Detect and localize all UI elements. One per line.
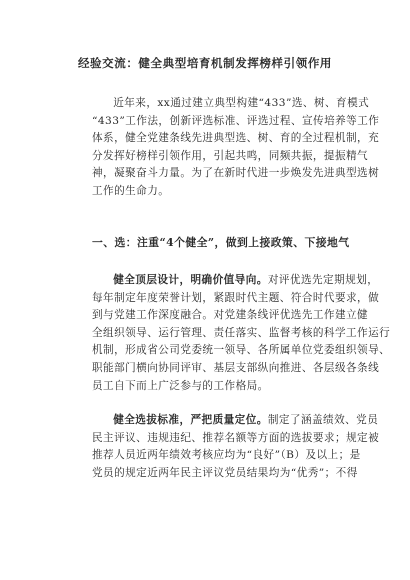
paragraph-line: 每年制定年度荣誉计划，紧跟时代主题、符合时代要求，做 <box>92 291 380 304</box>
intro-paragraph <box>92 95 380 201</box>
intro-line: 分发挥好榜样引领作用，引起共鸣，同频共振，提振精气 <box>92 149 369 162</box>
paragraph-first-line <box>92 412 379 430</box>
intro-line: 神，凝聚奋斗力量。为了在新时代进一步焕发先进典型选树 <box>92 167 380 180</box>
paragraph-first-rest: 制定了涵盖绩效、党员 <box>267 414 379 426</box>
paragraph-line: 机制，形成省公司党委统一领导、各所属单位党委组织领导、 <box>92 344 391 357</box>
document-title: 经验交流：健全典型培育机制发挥榜样引领作用 <box>77 56 333 70</box>
section-paragraph-selection-standard <box>92 412 380 482</box>
intro-line: 体系，健全党建条线先进典型选、树、育的全过程机制，充 <box>92 132 380 145</box>
paragraph-line: 到与党建工作深度融合。对党建条线评优选先工作建立健 <box>92 309 369 322</box>
section-heading: 一、选：注重“4个健全”，做到上接政策、下接地气 <box>92 236 350 249</box>
paragraph-lead: 健全顶层设计，明确价值导向。 <box>113 274 268 286</box>
section-paragraph-top-level-design <box>92 272 391 395</box>
paragraph-line: 党员的规定近两年民主评议党员结果均为“优秀”；不得 <box>92 466 358 479</box>
paragraph-first-rest: 对评优选先定期规划， <box>267 274 379 286</box>
paragraph-line: 员工自下而上广泛参与的工作格局。 <box>92 379 269 392</box>
paragraph-line: 民主评议、违规违纪、推荐名额等方面的选拔要求；规定被 <box>92 431 380 444</box>
intro-line: “433”工作法，创新评选标准、评选过程、宣传培养等工作 <box>92 114 380 127</box>
paragraph-line: 职能部门横向协同评审、基层支部纵向推进、各层级各条线 <box>92 361 380 374</box>
paragraph-first-line <box>92 272 379 290</box>
intro-line: 近年来，xx通过建立典型构建“433”选、树、育模式 <box>113 97 370 109</box>
paragraph-line: 推荐人员近两年绩效考核应均为“良好”（B）及以上；是 <box>92 449 361 462</box>
paragraph-line: 全组织领导、运行管理、责任落实、监督考核的科学工作运行 <box>92 326 391 339</box>
paragraph-lead: 健全选拔标准，严把质量定位。 <box>113 414 268 426</box>
intro-line: 工作的生命力。 <box>92 184 170 197</box>
